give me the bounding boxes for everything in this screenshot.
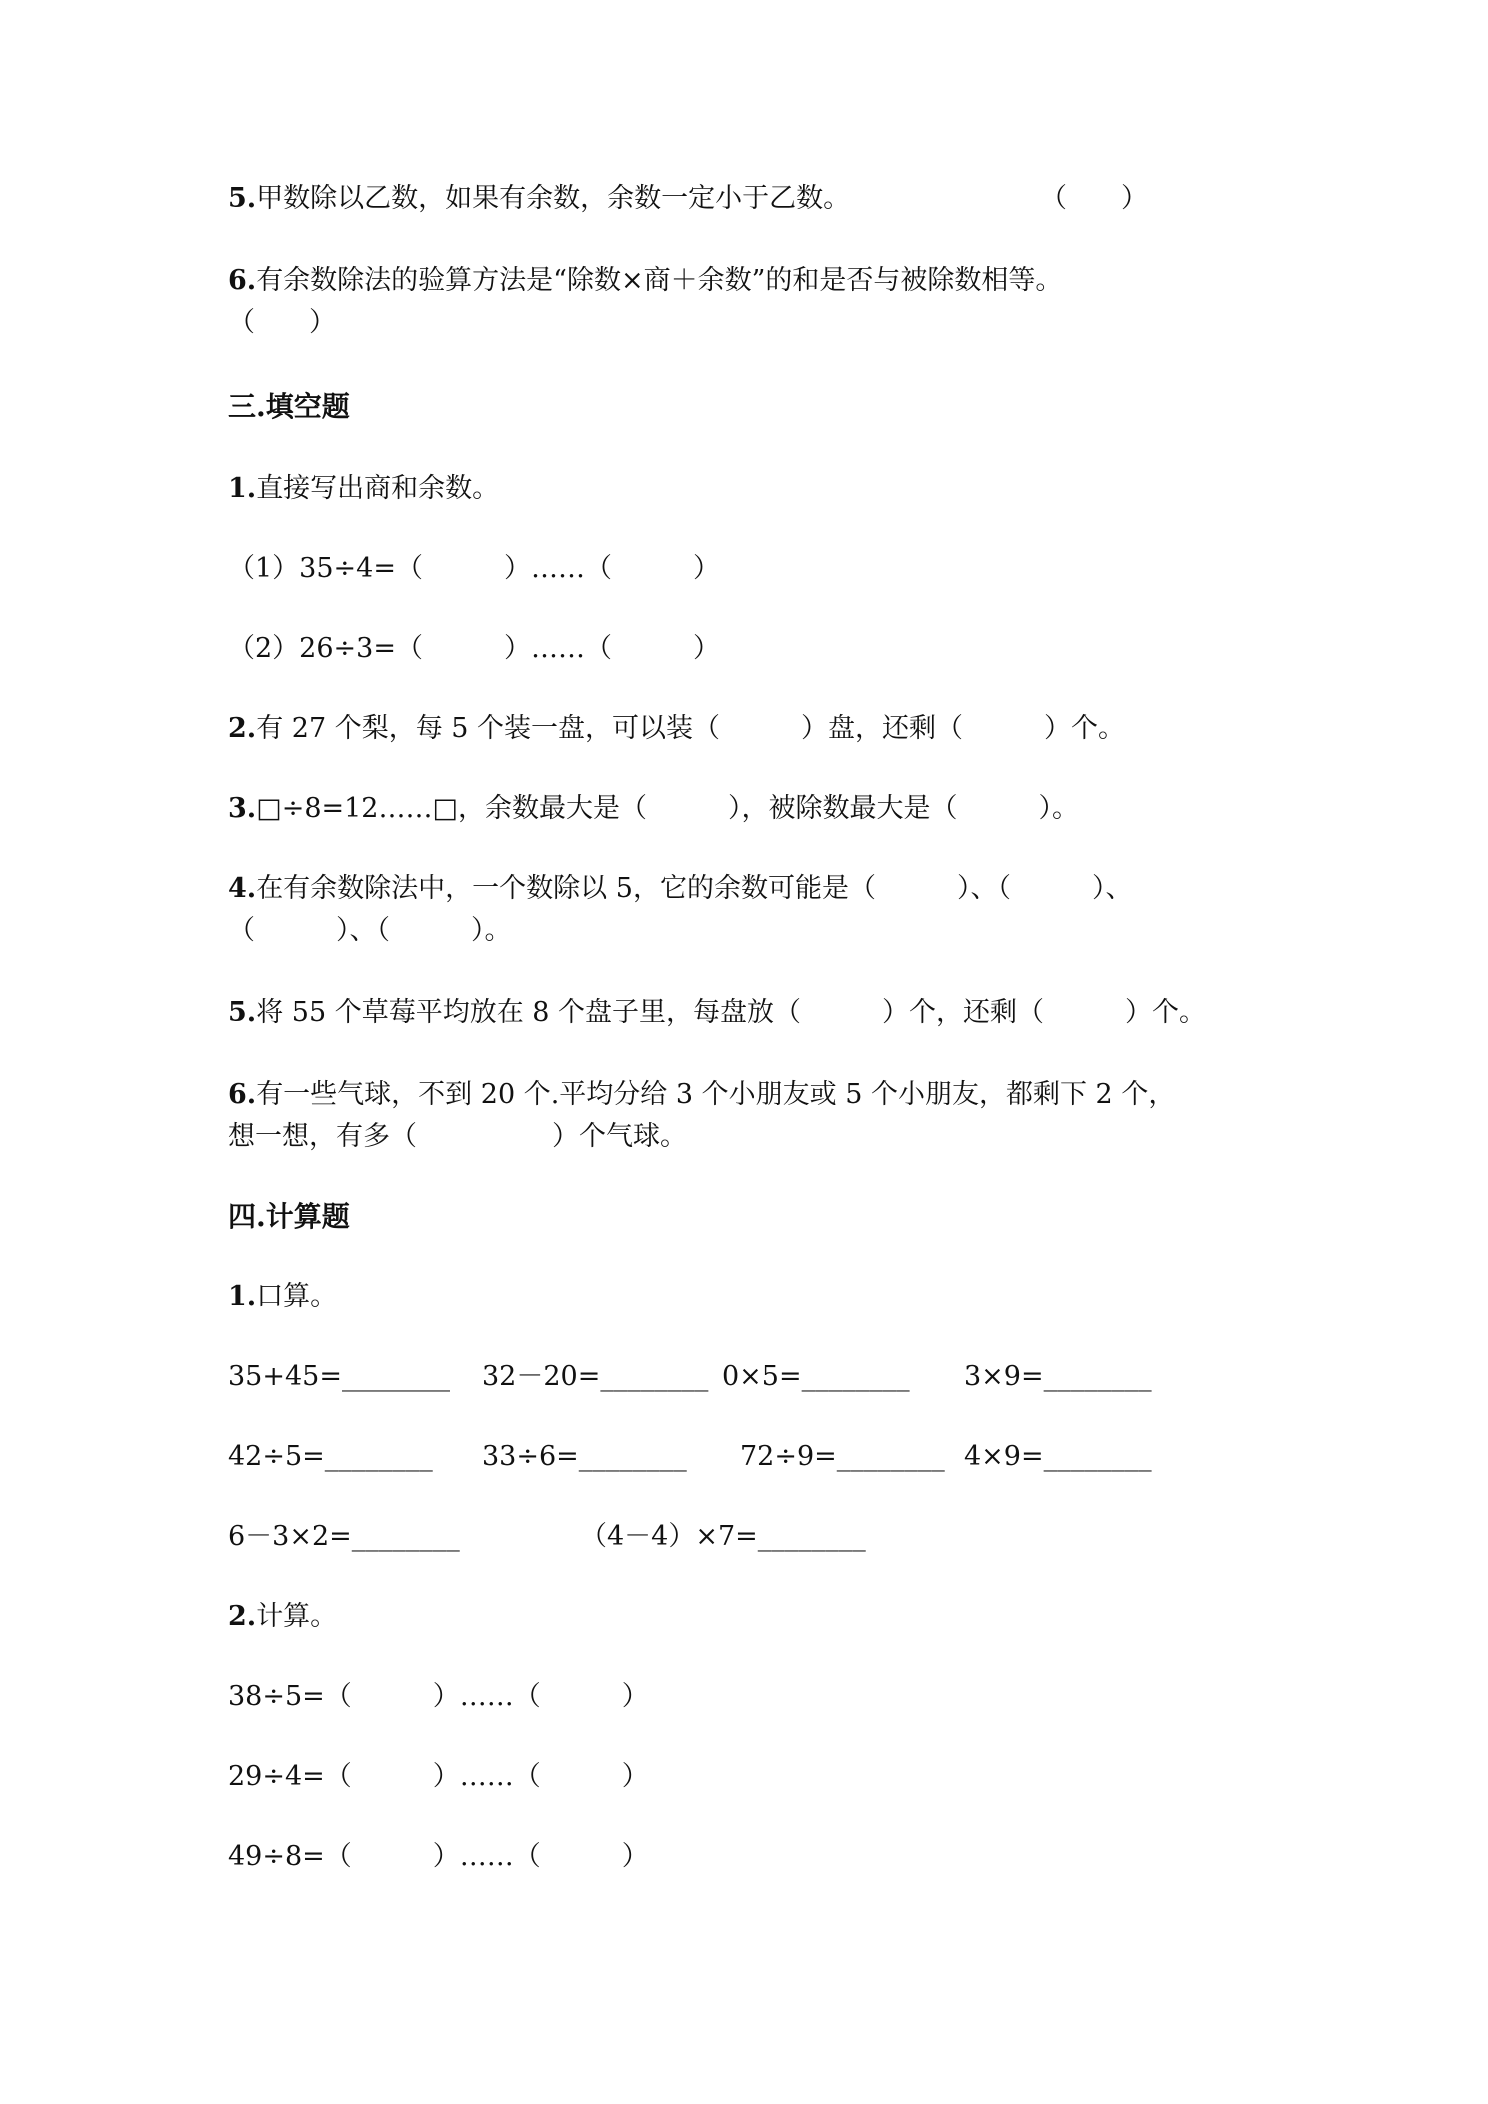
oral-calc-item[interactable]: 35+45=________	[228, 1361, 450, 1392]
question-number: 6.	[228, 265, 257, 296]
oral-calc-item[interactable]: 3×9=________	[964, 1361, 1152, 1392]
question-number: 5.	[228, 183, 257, 214]
oral-calc-item[interactable]: 33÷6=________	[482, 1441, 687, 1472]
question-text: 有余数除法的验算方法是“除数×商＋余数”的和是否与被除数相等。	[256, 265, 1063, 296]
question-text: 计算。	[256, 1601, 338, 1632]
fill-question-1	[228, 472, 499, 506]
oral-calc-item[interactable]: 4×9=________	[964, 1441, 1152, 1472]
fill-question-1a[interactable]: （1）35÷4=（ ）……（ ）	[228, 553, 720, 584]
question-text: 口算。	[256, 1281, 338, 1312]
judgement-question-6	[228, 264, 1062, 298]
calc-item[interactable]: 29÷4=（ ）……（ ）	[228, 1761, 649, 1792]
fill-question-1b[interactable]: （2）26÷3=（ ）……（ ）	[228, 633, 720, 664]
fill-question-6-continued[interactable]: 想一想，有多（ ）个气球。	[228, 1121, 687, 1152]
question-text[interactable]: 将 55 个草莓平均放在 8 个盘子里，每盘放（ ）个，还剩（ ）个。	[256, 997, 1207, 1028]
fill-question-2	[228, 712, 1125, 746]
fill-question-4-continued[interactable]: （ ）、（ ）。	[228, 915, 512, 946]
question-text: 甲数除以乙数，如果有余数，余数一定小于乙数。	[256, 183, 851, 214]
section-heading-calc: 四.计算题	[228, 1200, 350, 1233]
question-number: 3.	[228, 793, 257, 824]
calc-item[interactable]: 49÷8=（ ）……（ ）	[228, 1841, 649, 1872]
question-number: 1.	[228, 1281, 257, 1312]
calc-question-2	[228, 1600, 337, 1634]
fill-question-3	[228, 792, 1079, 826]
calc-question-1	[228, 1280, 337, 1314]
oral-calc-item[interactable]: 32－20=________	[482, 1361, 709, 1392]
judgement-question-5	[228, 182, 850, 216]
calc-item[interactable]: 38÷5=（ ）……（ ）	[228, 1681, 649, 1712]
oral-calc-item[interactable]: 72÷9=________	[740, 1441, 945, 1472]
question-number: 2.	[228, 1601, 257, 1632]
answer-blank[interactable]: （ ）	[1040, 183, 1148, 214]
question-number: 4.	[228, 873, 257, 904]
question-number: 6.	[228, 1079, 257, 1110]
answer-blank[interactable]: （ ）	[228, 307, 336, 338]
oral-calc-item[interactable]: 42÷5=________	[228, 1441, 433, 1472]
oral-calc-item[interactable]: 6－3×2=________	[228, 1521, 460, 1552]
fill-question-5	[228, 996, 1206, 1030]
question-text[interactable]: 在有余数除法中，一个数除以 5，它的余数可能是（ ）、（ ）、	[256, 873, 1133, 904]
question-text: 直接写出商和余数。	[256, 473, 500, 504]
fill-question-6	[228, 1078, 1175, 1112]
question-number: 2.	[228, 713, 257, 744]
section-heading-fill: 三.填空题	[228, 390, 350, 423]
question-number: 1.	[228, 473, 257, 504]
question-text[interactable]: 有 27 个梨，每 5 个装一盘，可以装（ ）盘，还剩（ ）个。	[256, 713, 1126, 744]
oral-calc-item[interactable]: （4－4）×7=________	[580, 1521, 866, 1552]
question-text: 有一些气球，不到 20 个.平均分给 3 个小朋友或 5 个小朋友，都剩下 2 个，	[256, 1079, 1176, 1110]
oral-calc-item[interactable]: 0×5=________	[722, 1361, 910, 1392]
question-number: 5.	[228, 997, 257, 1028]
fill-question-4	[228, 872, 1132, 906]
question-text[interactable]: □÷8=12……□，余数最大是（ ），被除数最大是（ ）。	[256, 793, 1079, 824]
